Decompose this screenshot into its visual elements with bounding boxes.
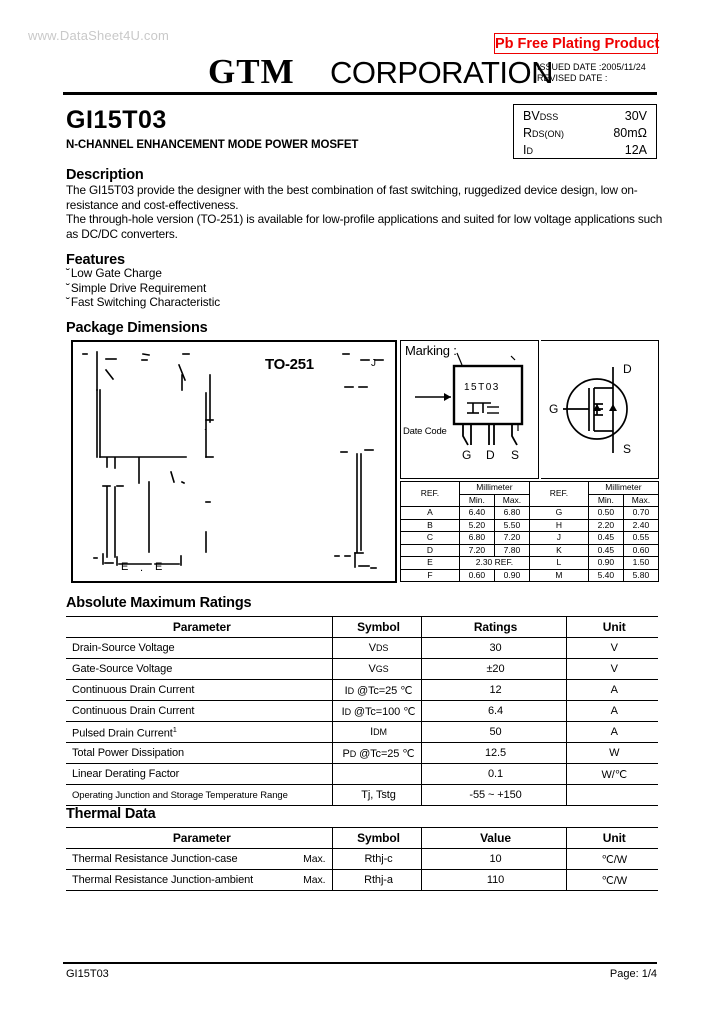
thermal-header-row bbox=[66, 828, 658, 849]
dim-max: 1.50 bbox=[623, 557, 658, 570]
amr-parameter: Gate-Source Voltage bbox=[66, 659, 332, 680]
dim-max: 6.80 bbox=[494, 507, 529, 520]
amr-symbol: ID @Tc=25 ℃ bbox=[332, 680, 421, 701]
thermal-header-unit: Unit bbox=[566, 828, 658, 849]
table-row bbox=[401, 507, 659, 520]
revised-date-line: REVISED DATE : bbox=[537, 73, 608, 83]
absolute-maximum-ratings-table bbox=[66, 616, 658, 806]
dim-ref: B bbox=[401, 519, 460, 532]
description-text bbox=[66, 183, 666, 241]
feature-item: ˘ Simple Drive Requirement bbox=[66, 281, 220, 296]
table-row bbox=[66, 701, 658, 722]
dim-label-center: . bbox=[204, 422, 207, 432]
dim-max: 0.70 bbox=[623, 507, 658, 520]
dim-max: 2.40 bbox=[623, 519, 658, 532]
dim-max: 7.20 bbox=[494, 532, 529, 545]
dim-max: 5.80 bbox=[623, 569, 658, 582]
dim-min: 5.40 bbox=[588, 569, 623, 582]
dim-min: 5.20 bbox=[459, 519, 494, 532]
table-row bbox=[66, 743, 658, 764]
amr-symbol: PD @Tc=25 ℃ bbox=[332, 743, 421, 764]
dim-ref: A bbox=[401, 507, 460, 520]
thermal-parameter bbox=[66, 870, 332, 891]
mosfet-symbol-diagram bbox=[541, 340, 659, 479]
dim-min: 7.20 bbox=[459, 544, 494, 557]
spec-summary-box bbox=[513, 104, 657, 159]
amr-parameter: Total Power Dissipation bbox=[66, 743, 332, 764]
to251-mechanical-drawing bbox=[73, 342, 395, 581]
amr-parameter: Pulsed Drain Current$^1$ bbox=[66, 722, 332, 743]
spec-label-rdson: RDS(ON) bbox=[523, 126, 565, 140]
site-watermark: www.DataSheet4U.com bbox=[28, 28, 170, 43]
amr-unit: V bbox=[566, 638, 658, 659]
dim-min: 2.20 bbox=[588, 519, 623, 532]
document-dates bbox=[537, 62, 646, 84]
spec-label-bvdss: BVDSS bbox=[523, 109, 559, 123]
dim-label-dot: . bbox=[140, 562, 144, 574]
features-list bbox=[66, 266, 220, 310]
amr-unit bbox=[566, 785, 658, 806]
symbol-label-source: S bbox=[623, 442, 632, 456]
dim-header-ref-right: REF. bbox=[529, 482, 588, 507]
amr-parameter: Continuous Drain Current bbox=[66, 680, 332, 701]
thermal-qualifier: Max. bbox=[303, 853, 326, 865]
table-row bbox=[66, 849, 658, 870]
heading-thermal-data: Thermal Data bbox=[66, 806, 156, 822]
thermal-qualifier: Max. bbox=[303, 874, 326, 886]
amr-parameter: Linear Derating Factor bbox=[66, 764, 332, 785]
dim-header-max-right: Max. bbox=[623, 494, 658, 507]
table-row bbox=[401, 557, 659, 570]
table-row bbox=[66, 638, 658, 659]
amr-unit: W bbox=[566, 743, 658, 764]
issued-date-line bbox=[537, 62, 646, 73]
dim-ref: D bbox=[401, 544, 460, 557]
dim-min: 0.50 bbox=[588, 507, 623, 520]
spec-row-id bbox=[523, 142, 647, 159]
thermal-header-parameter: Parameter bbox=[66, 828, 332, 849]
dim-header-min-right: Min. bbox=[588, 494, 623, 507]
marking-drawing bbox=[401, 341, 537, 477]
dim-max: 7.80 bbox=[494, 544, 529, 557]
dim-header-unit-left: Millimeter bbox=[459, 482, 529, 495]
dim-min: 6.80 bbox=[459, 532, 494, 545]
heading-features: Features bbox=[66, 252, 125, 268]
dim-ref: M bbox=[529, 569, 588, 582]
table-row bbox=[401, 544, 659, 557]
dim-ref: F bbox=[401, 569, 460, 582]
amr-header-parameter: Parameter bbox=[66, 617, 332, 638]
marking-text: 15T03 bbox=[464, 382, 500, 393]
dim-min: 0.45 bbox=[588, 532, 623, 545]
amr-rating: 0.1 bbox=[421, 764, 566, 785]
dim-header-ref-left: REF. bbox=[401, 482, 460, 507]
footer-part-number: GI15T03 bbox=[66, 968, 109, 980]
thermal-unit: ℃/W bbox=[566, 849, 658, 870]
spec-label-id: ID bbox=[523, 143, 533, 157]
package-dimensions-group bbox=[71, 340, 659, 583]
dim-ref: H bbox=[529, 519, 588, 532]
thermal-header-value: Value bbox=[421, 828, 566, 849]
spec-row-rdson bbox=[523, 125, 647, 142]
company-logo-text: GTM bbox=[208, 52, 295, 91]
amr-unit: W/℃ bbox=[566, 764, 658, 785]
dim-min: 0.60 bbox=[459, 569, 494, 582]
package-marking-diagram bbox=[400, 340, 539, 479]
footnote-marker: 1 bbox=[172, 724, 177, 734]
issued-date-label: ISSUED DATE bbox=[537, 62, 597, 72]
dim-ref: E bbox=[401, 557, 460, 570]
dim-max: 0.90 bbox=[494, 569, 529, 582]
spec-value-id: 12A bbox=[624, 143, 647, 157]
feature-item: ˘ Low Gate Charge bbox=[66, 266, 220, 281]
dim-ref: L bbox=[529, 557, 588, 570]
table-row bbox=[66, 659, 658, 680]
mosfet-schematic-symbol bbox=[541, 341, 657, 477]
table-row bbox=[66, 870, 658, 891]
dimension-table bbox=[400, 481, 659, 582]
amr-rating: 30 bbox=[421, 638, 566, 659]
part-subtitle: N-CHANNEL ENHANCEMENT MODE POWER MOSFET bbox=[66, 139, 359, 151]
amr-parameter: Operating Junction and Storage Temperature Range bbox=[66, 785, 332, 806]
table-row bbox=[66, 680, 658, 701]
amr-header-unit: Unit bbox=[566, 617, 658, 638]
header-divider bbox=[63, 92, 657, 95]
thermal-header-symbol: Symbol bbox=[332, 828, 421, 849]
pin-label-d: D bbox=[486, 448, 495, 462]
table-row bbox=[401, 532, 659, 545]
amr-rating: -55 ~ +150 bbox=[421, 785, 566, 806]
amr-symbol: ID @Tc=100 ℃ bbox=[332, 701, 421, 722]
amr-unit: V bbox=[566, 659, 658, 680]
thermal-value: 110 bbox=[421, 870, 566, 891]
description-paragraph-1: The GI15T03 provide the designer with the best combination of fast switching, ruggedized device design, low on-resistance and cost-effectiveness. bbox=[66, 183, 638, 212]
footer-page-number: Page: 1/4 bbox=[609, 968, 657, 980]
issued-date-value: :2005/11/24 bbox=[598, 62, 646, 72]
dim-label-e2: E bbox=[155, 561, 163, 573]
dim-span-value: 2.30 REF. bbox=[459, 557, 529, 570]
dim-header-max-left: Max. bbox=[494, 494, 529, 507]
amr-parameter: Continuous Drain Current bbox=[66, 701, 332, 722]
amr-symbol: Tj, Tstg bbox=[332, 785, 421, 806]
thermal-parameter-text: Thermal Resistance Junction-case bbox=[72, 853, 238, 865]
thermal-symbol: Rthj-a bbox=[332, 870, 421, 891]
table-row bbox=[66, 722, 658, 743]
thermal-symbol: Rthj-c bbox=[332, 849, 421, 870]
amr-symbol bbox=[332, 764, 421, 785]
pin-label-s: S bbox=[511, 448, 520, 462]
heading-description: Description bbox=[66, 167, 144, 183]
amr-symbol: IDM bbox=[332, 722, 421, 743]
table-row bbox=[66, 785, 658, 806]
thermal-parameter-text: Thermal Resistance Junction-ambient bbox=[72, 874, 254, 886]
dim-min: 6.40 bbox=[459, 507, 494, 520]
marking-title: Marking : bbox=[405, 343, 457, 358]
table-row bbox=[401, 569, 659, 582]
amr-header-row bbox=[66, 617, 658, 638]
symbol-label-drain: D bbox=[623, 362, 632, 376]
dim-max: 0.55 bbox=[623, 532, 658, 545]
amr-unit: A bbox=[566, 722, 658, 743]
amr-rating: 50 bbox=[421, 722, 566, 743]
amr-symbol: VDS bbox=[332, 638, 421, 659]
table-row bbox=[66, 764, 658, 785]
package-outline-drawing bbox=[71, 340, 397, 583]
footer-divider bbox=[63, 962, 657, 964]
amr-rating: 12 bbox=[421, 680, 566, 701]
page-title: GI15T03 bbox=[66, 106, 167, 134]
amr-symbol: VGS bbox=[332, 659, 421, 680]
amr-rating: 6.4 bbox=[421, 701, 566, 722]
amr-unit: A bbox=[566, 680, 658, 701]
dim-header-min-left: Min. bbox=[459, 494, 494, 507]
amr-rating: ±20 bbox=[421, 659, 566, 680]
dim-ref: K bbox=[529, 544, 588, 557]
pb-free-badge: Pb Free Plating Product bbox=[494, 33, 658, 54]
pin-label-g: G bbox=[462, 448, 472, 462]
heading-package-dimensions: Package Dimensions bbox=[66, 320, 208, 336]
dim-label-j: J bbox=[371, 358, 376, 369]
dim-header-unit-right: Millimeter bbox=[588, 482, 658, 495]
dim-ref: J bbox=[529, 532, 588, 545]
description-paragraph-2: The through-hole version (TO-251) is available for low-profile applications and suited for low voltage applications such as DC/DC converters. bbox=[66, 212, 663, 241]
heading-absolute-maximum-ratings: Absolute Maximum Ratings bbox=[66, 595, 252, 611]
spec-value-bvdss: 30V bbox=[624, 109, 647, 123]
dim-min: 0.90 bbox=[588, 557, 623, 570]
date-code-label: Date Code bbox=[403, 426, 447, 437]
thermal-parameter bbox=[66, 849, 332, 870]
body-diode-arrow bbox=[609, 404, 617, 411]
dim-label-e1: E bbox=[121, 561, 129, 573]
dim-max: 0.60 bbox=[623, 544, 658, 557]
dimension-header-row-1 bbox=[401, 482, 659, 495]
dim-ref: C bbox=[401, 532, 460, 545]
amr-unit: A bbox=[566, 701, 658, 722]
spec-row-bvdss bbox=[523, 108, 647, 125]
table-row bbox=[401, 519, 659, 532]
company-name: CORPORATION bbox=[330, 55, 553, 90]
thermal-unit: ℃/W bbox=[566, 870, 658, 891]
dim-max: 5.50 bbox=[494, 519, 529, 532]
symbol-label-gate: G bbox=[549, 402, 559, 416]
amr-header-symbol: Symbol bbox=[332, 617, 421, 638]
amr-parameter: Drain-Source Voltage bbox=[66, 638, 332, 659]
thermal-value: 10 bbox=[421, 849, 566, 870]
spec-value-rdson: 80mΩ bbox=[613, 126, 647, 140]
dim-min: 0.45 bbox=[588, 544, 623, 557]
dim-ref: G bbox=[529, 507, 588, 520]
package-name-label: TO-251 bbox=[265, 356, 314, 373]
thermal-data-table bbox=[66, 827, 658, 891]
amr-rating: 12.5 bbox=[421, 743, 566, 764]
amr-header-ratings: Ratings bbox=[421, 617, 566, 638]
feature-item: ˘ Fast Switching Characteristic bbox=[66, 295, 220, 310]
